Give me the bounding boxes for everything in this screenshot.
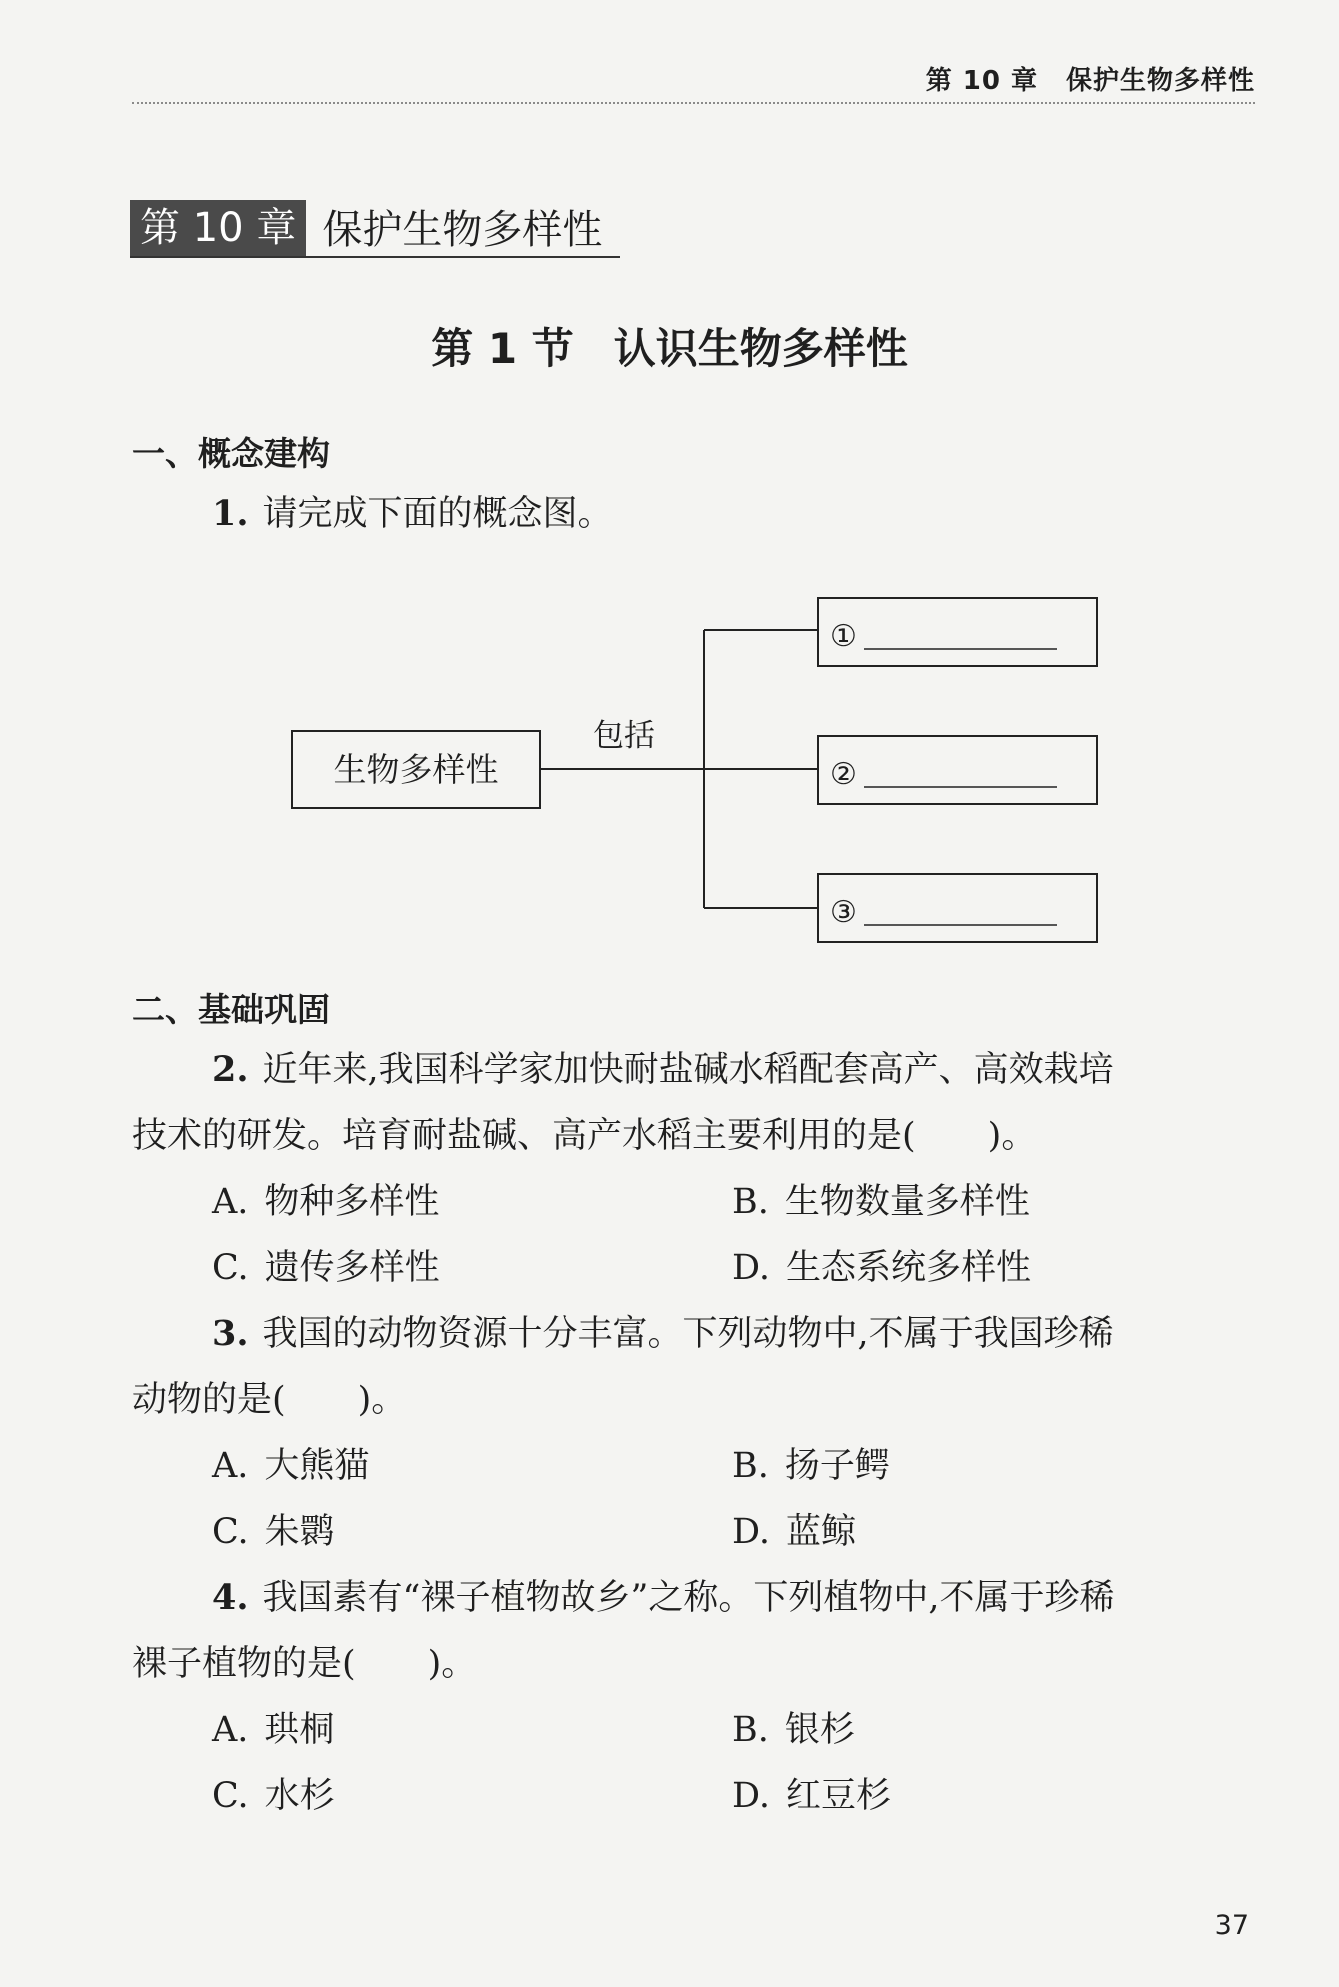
diagram-branch-box-3 <box>818 874 1097 942</box>
option-letter: D. <box>732 1248 770 1288</box>
option-text: 扬子鳄 <box>784 1446 890 1486</box>
chapter-number: 第 10 章 <box>130 200 306 256</box>
question-3-text-2b: )。 <box>357 1380 407 1420</box>
option-letter: C. <box>212 1248 249 1288</box>
question-3-number: 3. <box>212 1313 249 1354</box>
diagram-branch-box-2 <box>818 736 1097 804</box>
question-4-option-a[interactable] <box>212 1708 334 1752</box>
question-4-text-1: 我国素有“裸子植物故乡”之称。下列植物中,不属于珍稀 <box>262 1578 1115 1618</box>
option-text: 蓝鲸 <box>785 1512 856 1552</box>
option-letter: C. <box>212 1776 249 1816</box>
option-text: 珙桐 <box>264 1710 335 1750</box>
part2-heading: 二、基础巩固 <box>132 990 330 1029</box>
diagram-root-box <box>292 731 540 808</box>
chapter-title <box>130 200 620 258</box>
option-text: 水杉 <box>264 1776 335 1816</box>
option-text: 朱鹮 <box>264 1512 335 1552</box>
question-4-option-b[interactable] <box>732 1708 855 1752</box>
section-name: 认识生物多样性 <box>613 324 908 373</box>
question-4-option-d[interactable] <box>732 1774 891 1818</box>
running-header-chapter: 第 10 章 <box>925 66 1038 96</box>
diagram-branch-label-1: ① <box>830 619 857 654</box>
part1-heading: 一、概念建构 <box>132 434 330 473</box>
diagram-root-label: 生物多样性 <box>333 750 499 789</box>
question-4-text-2a: 裸子植物的是( <box>132 1644 356 1684</box>
option-letter: D. <box>732 1776 770 1816</box>
option-letter: B. <box>732 1182 769 1222</box>
section-number: 第 1 节 <box>431 324 574 373</box>
question-1 <box>212 492 613 536</box>
question-2-line-1 <box>212 1048 1114 1092</box>
question-2-number: 2. <box>212 1049 249 1090</box>
question-3-option-a[interactable] <box>212 1444 369 1488</box>
question-2-option-b[interactable] <box>732 1180 1030 1224</box>
question-2-text-2b: )。 <box>987 1116 1037 1156</box>
question-3-option-b[interactable] <box>732 1444 890 1488</box>
option-text: 遗传多样性 <box>264 1248 440 1288</box>
chapter-name: 保护生物多样性 <box>322 207 603 253</box>
question-2-line-2 <box>132 1114 1036 1158</box>
question-3-line-2 <box>132 1378 406 1422</box>
question-2-option-a[interactable] <box>212 1180 439 1224</box>
section-title <box>0 316 1339 376</box>
diagram-branch-label-3: ③ <box>830 895 857 930</box>
running-header <box>926 60 1255 97</box>
question-4-text-2b: )。 <box>427 1644 477 1684</box>
option-letter: C. <box>212 1512 249 1552</box>
question-2-option-d[interactable] <box>732 1246 1031 1290</box>
question-4-line-2 <box>132 1642 476 1686</box>
page-number: 37 <box>1214 1910 1249 1941</box>
option-text: 生物数量多样性 <box>784 1182 1030 1222</box>
running-header-title: 保护生物多样性 <box>1065 66 1255 96</box>
diagram-link-label: 包括 <box>593 718 655 754</box>
option-text: 生态系统多样性 <box>785 1248 1031 1288</box>
diagram-branch-label-2: ② <box>830 757 857 792</box>
option-letter: B. <box>732 1446 769 1486</box>
diagram-branch-box-1 <box>818 598 1097 666</box>
option-text: 银杉 <box>784 1710 855 1750</box>
question-4-line-1 <box>212 1576 1114 1620</box>
question-2-text-1: 近年来,我国科学家加快耐盐碱水稻配套高产、高效栽培 <box>262 1050 1114 1090</box>
option-letter: A. <box>212 1710 249 1750</box>
option-text: 红豆杉 <box>785 1776 891 1816</box>
question-3-option-d[interactable] <box>732 1510 856 1554</box>
option-letter: A. <box>212 1182 249 1222</box>
question-4-number: 4. <box>212 1577 249 1618</box>
option-text: 物种多样性 <box>264 1182 440 1222</box>
question-3-line-1 <box>212 1312 1114 1356</box>
question-2-text-2a: 技术的研发。培育耐盐碱、高产水稻主要利用的是( <box>132 1116 916 1156</box>
question-3-text-1: 我国的动物资源十分丰富。下列动物中,不属于我国珍稀 <box>262 1314 1114 1354</box>
header-divider <box>132 102 1255 104</box>
question-3-option-c[interactable] <box>212 1510 335 1554</box>
question-4-option-c[interactable] <box>212 1774 335 1818</box>
question-1-number: 1. <box>212 493 249 534</box>
option-text: 大熊猫 <box>264 1446 370 1486</box>
question-2-option-c[interactable] <box>212 1246 440 1290</box>
option-letter: B. <box>732 1710 769 1750</box>
option-letter: A. <box>212 1446 249 1486</box>
option-letter: D. <box>732 1512 770 1552</box>
question-3-text-2a: 动物的是( <box>132 1380 286 1420</box>
question-1-text: 请完成下面的概念图。 <box>262 494 613 534</box>
